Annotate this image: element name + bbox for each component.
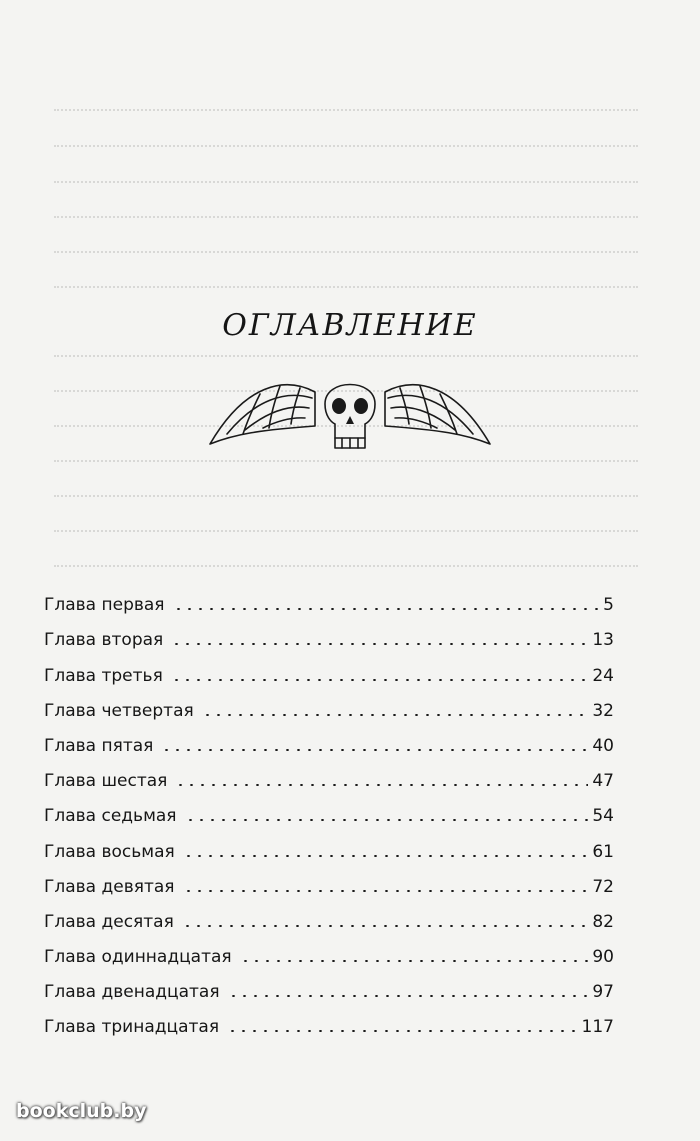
ghost-line (46, 340, 646, 362)
toc-entry[interactable] (44, 721, 614, 756)
dot-leader (227, 1030, 577, 1032)
toc-page-number: 47 (592, 771, 614, 792)
dot-leader (171, 643, 588, 645)
dot-leader (171, 679, 589, 681)
toc-page-number: 72 (592, 876, 614, 897)
dot-leader (240, 960, 589, 962)
toc-chapter-title: Глава восьмая (44, 841, 175, 862)
toc-entry[interactable] (44, 686, 614, 721)
ghost-line (46, 130, 646, 152)
ghost-line (46, 271, 646, 293)
toc-page-number: 32 (592, 700, 614, 721)
toc-entry[interactable] (44, 791, 614, 826)
toc-chapter-title: Глава третья (44, 665, 163, 686)
ghost-line (46, 236, 646, 258)
dot-leader (228, 995, 589, 997)
toc-page-number: 24 (592, 665, 614, 686)
toc-entry[interactable] (44, 932, 614, 967)
toc-chapter-title: Глава вторая (44, 630, 164, 651)
toc-chapter-title: Глава одиннадцатая (44, 947, 232, 968)
toc-chapter-title: Глава седьмая (44, 806, 177, 827)
toc-entry[interactable] (44, 650, 614, 685)
toc-page-number: 97 (592, 982, 614, 1003)
toc-page-number: 5 (603, 595, 614, 616)
toc-entry[interactable] (44, 615, 614, 650)
dot-leader (182, 925, 589, 927)
toc-page-number: 40 (592, 735, 614, 756)
toc-entry[interactable] (44, 862, 614, 897)
toc-page-number: 61 (592, 841, 614, 862)
toc-chapter-title: Глава четвертая (44, 700, 194, 721)
toc-page-number: 13 (592, 630, 614, 651)
toc-entry[interactable] (44, 1002, 614, 1037)
dot-leader (202, 714, 589, 716)
dot-leader (175, 784, 588, 786)
toc-chapter-title: Глава пятая (44, 735, 154, 756)
toc-chapter-title: Глава шестая (44, 771, 168, 792)
toc-page-number: 82 (592, 911, 614, 932)
ghost-line (46, 480, 646, 502)
winged-skull-icon (205, 364, 495, 454)
toc-entry[interactable] (44, 897, 614, 932)
ghost-line (46, 515, 646, 537)
dot-leader (183, 890, 589, 892)
toc-chapter-title: Глава первая (44, 595, 165, 616)
ghost-line (46, 201, 646, 223)
toc-entry[interactable] (44, 756, 614, 791)
toc-page-number: 90 (592, 947, 614, 968)
toc-entry[interactable] (44, 967, 614, 1002)
toc-entry[interactable] (44, 826, 614, 861)
toc-chapter-title: Глава девятая (44, 876, 175, 897)
site-watermark: bookclub.by (16, 1100, 147, 1122)
toc-page-number: 54 (592, 806, 614, 827)
page-title: ОГЛАВЛЕНИЕ (222, 308, 478, 343)
ghost-line (46, 550, 646, 572)
toc-page-number: 117 (581, 1017, 614, 1038)
toc-chapter-title: Глава десятая (44, 911, 174, 932)
dot-leader (161, 749, 588, 751)
toc-entry[interactable] (44, 580, 614, 615)
table-of-contents (44, 580, 614, 1037)
dot-leader (185, 819, 589, 821)
dot-leader (173, 608, 600, 610)
toc-chapter-title: Глава тринадцатая (44, 1017, 220, 1038)
toc-chapter-title: Глава двенадцатая (44, 982, 220, 1003)
dot-leader (183, 855, 589, 857)
ghost-line (46, 94, 646, 116)
ghost-line (46, 166, 646, 188)
